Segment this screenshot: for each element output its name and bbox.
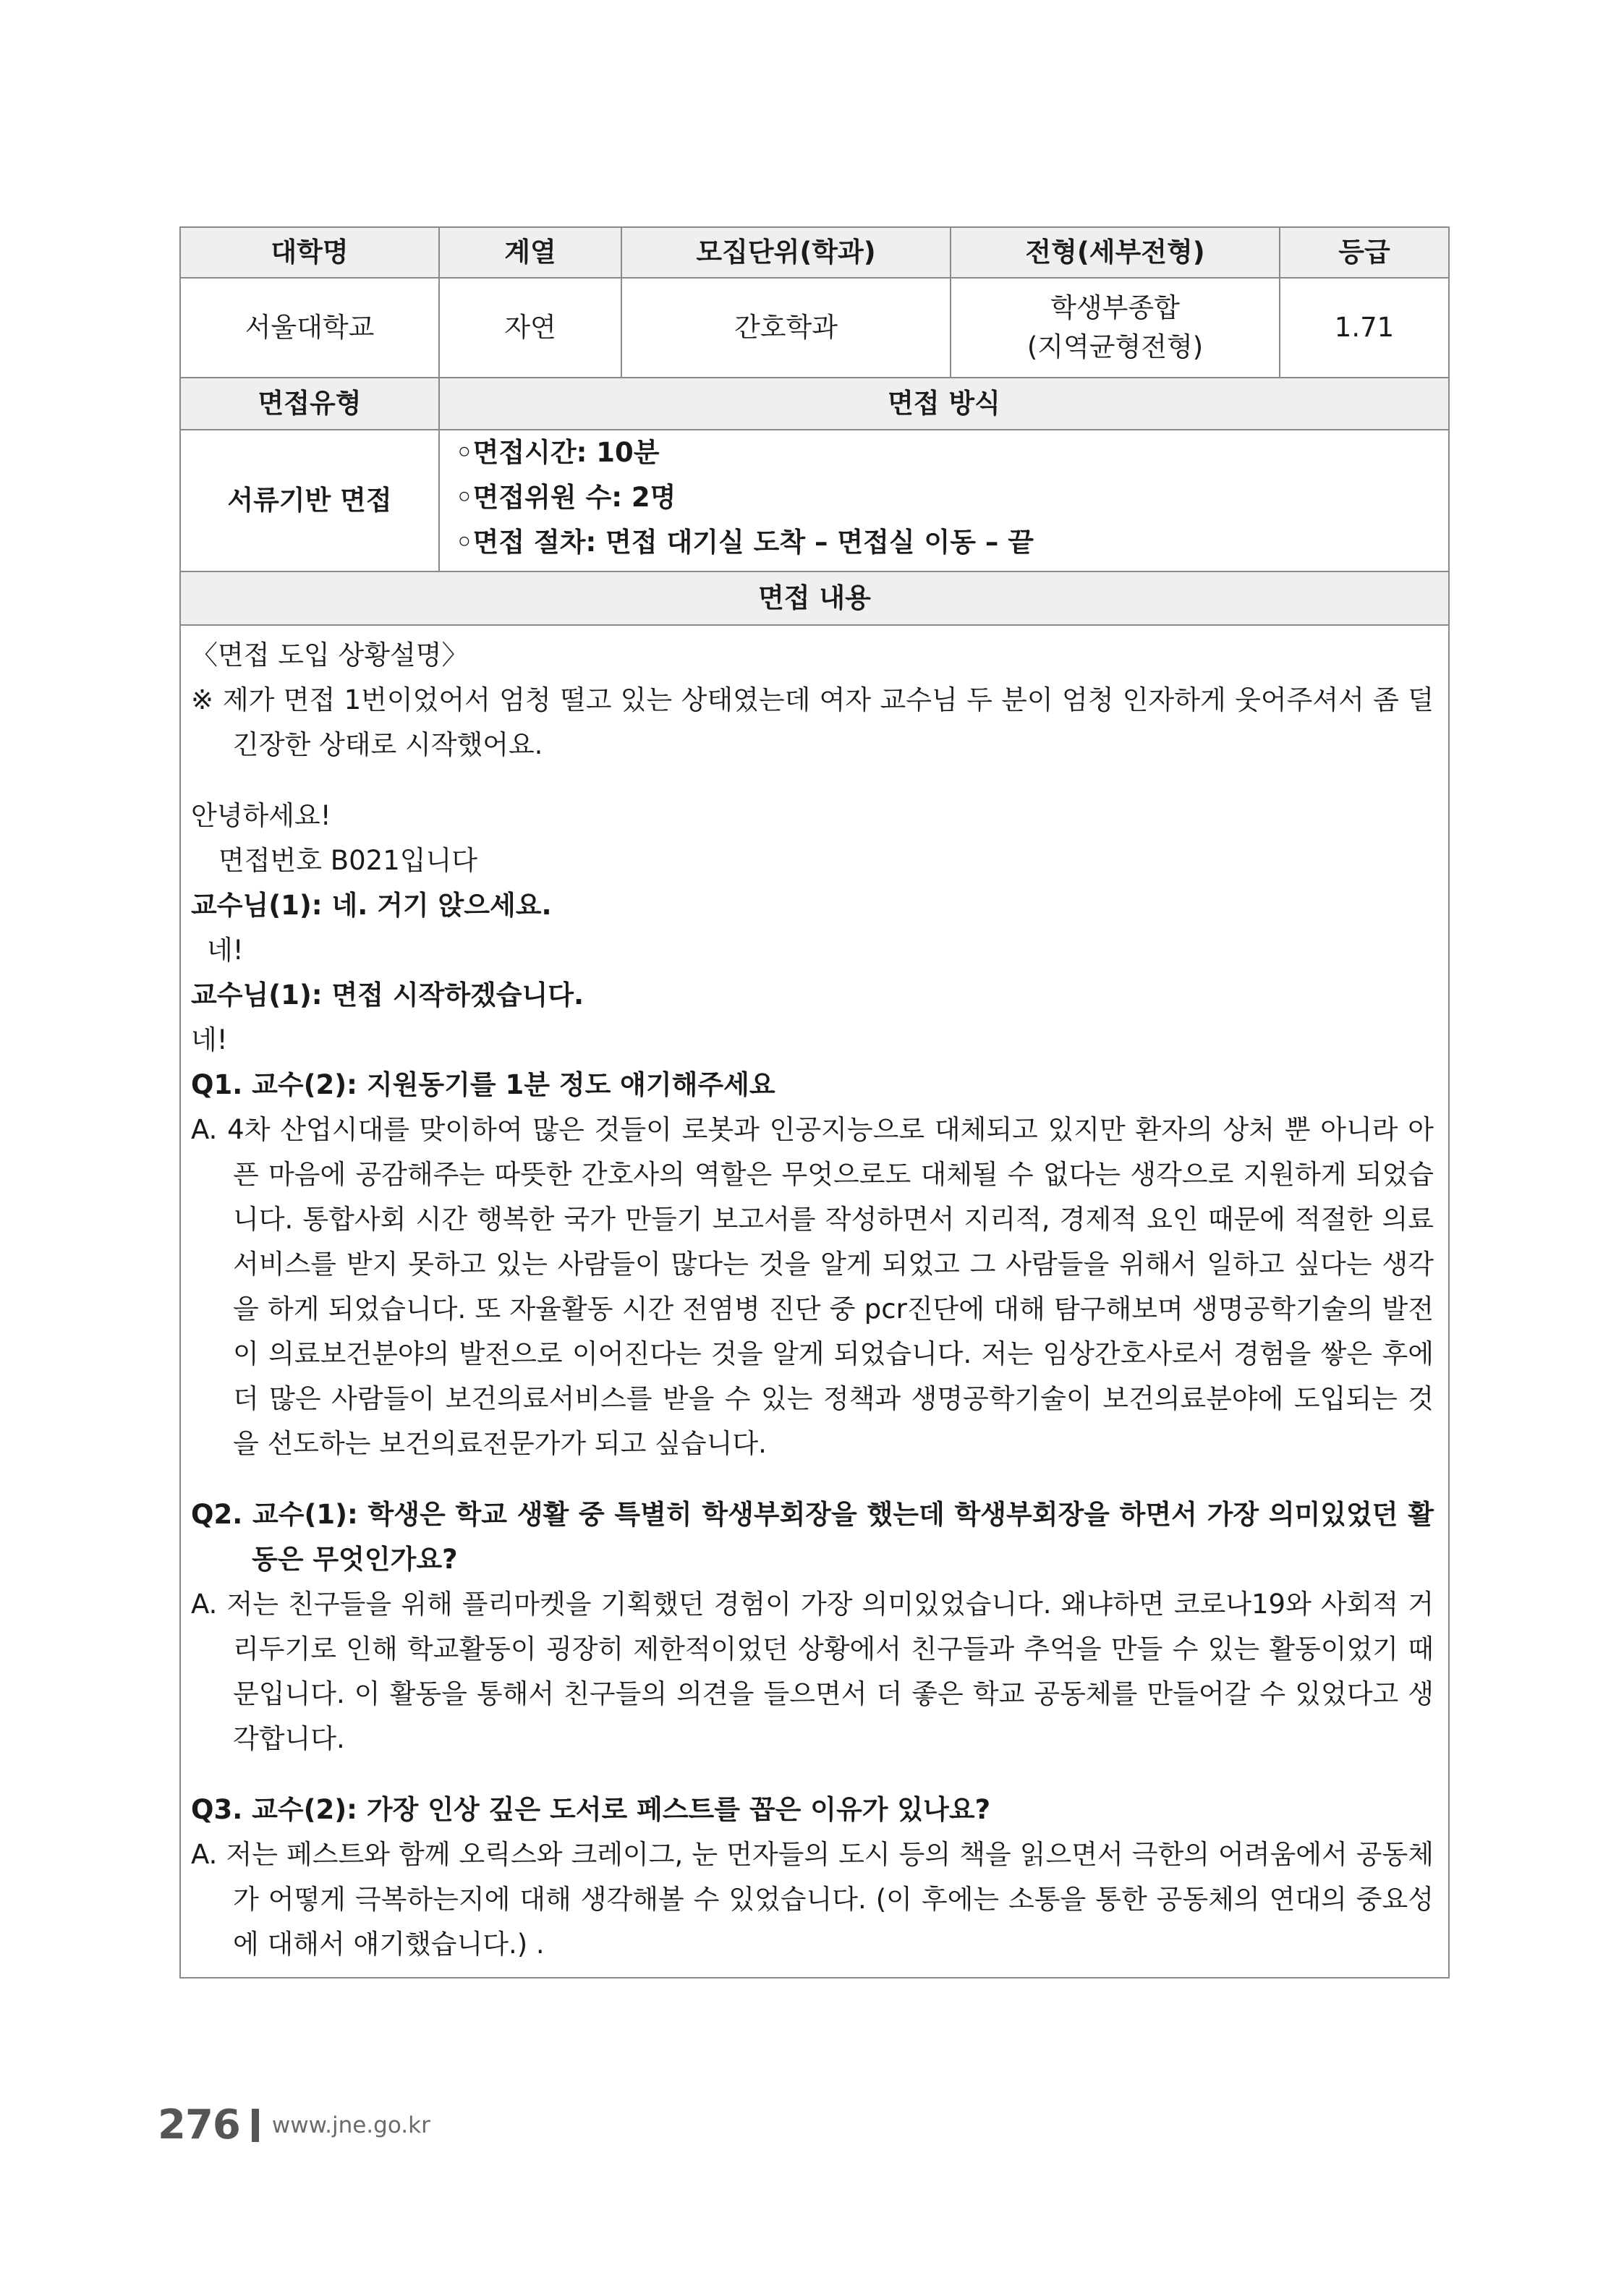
footer-url: www.jne.go.kr [271, 2112, 430, 2138]
greeting: 안녕하세요! [191, 800, 331, 831]
content-row [181, 626, 1448, 1977]
answer-1: A. 4차 산업시대를 맞이하여 많은 것들이 로봇과 인공지능으로 대체되고 있지만 환자의 상처 뿐 아니라 아픈 마음에 공감해주는 따뜻한 간호사의 역할은 무엇으로도 대체될 수 없다는 생각으로 지원하게 되었습니다. 통합사회 시간 행복한 국가 만들기 보고서를 작성하면서 지리적, 경제적 요인 때문에 적절한 의료서비스를 받지 못하고 있는 사람들이 많다는 것을 알게 되었고 그 사람들을 위해서 일하고 싶다는 생각을 하게 되었습니다. 또 자율활동 시간 전염병 진단 중 pcr진단에 대해 탐구해보며 생명공학기술의 발전이 의료보건분야의 발전으로 이어진다는 것을 알게 되었습니다. 저는 임상간호사로서 경험을 쌓은 후에 더 많은 사람들이 보건의료서비스를 받을 수 있는 정책과 생명공학기술이 보건의료분야에 도입되는 것을 선도하는 보건의료전문가가 되고 싶습니다. [191, 1114, 1434, 1459]
method-item: ◦면접 절차: 면접 대기실 도착 – 면접실 이동 – 끝 [456, 527, 1034, 558]
admission-line2: (지역균형전형) [1026, 331, 1204, 362]
header-grade: 등급 [1280, 228, 1448, 277]
answer-2: A. 저는 친구들을 위해 플리마켓을 기획했던 경험이 가장 의미있었습니다. 왜냐하면 코로나19와 사회적 거리두기로 인해 학교활동이 굉장히 제한적이었던 상황에서 친구들과 추억을 만들 수 있는 활동이었기 때문입니다. 이 활동을 통해서 친구들의 의견을 들으면서 더 좋은 학교 공동체를 만들어갈 수 있었다고 생각합니다. [191, 1589, 1434, 1754]
header-unit: 모집단위(학과) [622, 228, 951, 277]
page-footer [158, 2101, 430, 2149]
interview-header-row [181, 378, 1448, 430]
professor-line: 교수님(1): 면접 시작하겠습니다. [191, 979, 584, 1011]
question-3: Q3. 교수(2): 가장 인상 깊은 도서로 페스트를 꼽은 이유가 있나요? [191, 1794, 991, 1825]
content-header-row [181, 572, 1448, 626]
admission-value [951, 279, 1280, 377]
interview-method-label: 면접 방식 [440, 378, 1448, 429]
header-university: 대학명 [181, 228, 440, 277]
interview-method-row [181, 430, 1448, 572]
student-reply: 네! [207, 935, 244, 966]
interview-record-table [179, 226, 1450, 1979]
question-1: Q1. 교수(2): 지원동기를 1분 정도 얘기해주세요 [191, 1069, 775, 1100]
table-header-row [181, 228, 1448, 279]
student-reply: 네! [191, 1024, 228, 1055]
admission-line1: 학생부종합 [1050, 292, 1180, 324]
intro-note: ※ 제가 면접 1번이었어서 엄청 떨고 있는 상태였는데 여자 교수님 두 분이 엄청 인자하게 웃어주셔서 좀 덜 긴장한 상태로 시작했어요. [191, 684, 1434, 760]
interview-content-label: 면접 내용 [181, 572, 1448, 624]
interview-number: 면접번호 B021입니다 [218, 845, 477, 876]
table-data-row [181, 279, 1448, 378]
university-value: 서울대학교 [181, 279, 440, 377]
header-admission: 전형(세부전형) [951, 228, 1280, 277]
track-value: 자연 [440, 279, 622, 377]
professor-line: 교수님(1): 네. 거기 앉으세요. [191, 890, 552, 921]
interview-transcript [181, 626, 1448, 1977]
header-track: 계열 [440, 228, 622, 277]
interview-type-value: 서류기반 면접 [181, 430, 440, 571]
intro-title: 〈면접 도입 상황설명〉 [191, 639, 469, 671]
grade-value: 1.71 [1334, 312, 1395, 344]
question-2: Q2. 교수(1): 학생은 학교 생활 중 특별히 학생부회장을 했는데 학생부회장을 하면서 가장 의미있었던 활동은 무엇인가요? [191, 1499, 1434, 1575]
answer-3: A. 저는 페스트와 함께 오릭스와 크레이그, 눈 먼자들의 도시 등의 책을 읽으면서 극한의 어려움에서 공동체가 어떻게 극복하는지에 대해 생각해볼 수 있었습니다. (이 후에는 소통을 통한 공동체의 연대의 중요성에 대해서 얘기했습니다.) . [191, 1839, 1434, 1960]
method-item: ◦면접위원 수: 2명 [456, 482, 676, 513]
interview-type-label: 면접유형 [181, 378, 440, 429]
method-item: ◦면접시간: 10분 [456, 437, 660, 468]
interview-method-list [440, 430, 1448, 571]
page-number: 276 [158, 2101, 240, 2149]
unit-value: 간호학과 [622, 279, 951, 377]
footer-divider [252, 2109, 259, 2142]
